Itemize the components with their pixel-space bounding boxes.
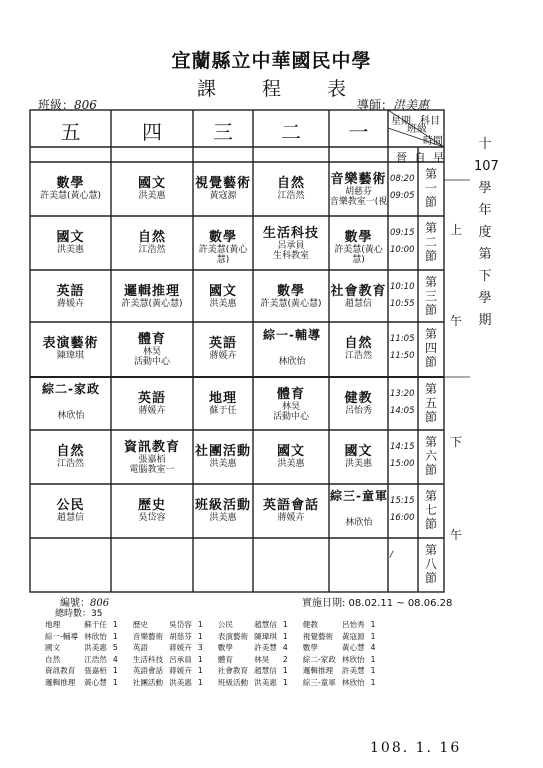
table-row [42, 677, 388, 689]
pm-marker-2: 午 [450, 528, 463, 542]
table-cell: 黃心慧 [84, 677, 107, 687]
table-cell: 陳瑋琪 [254, 631, 277, 641]
table-cell: 1 [112, 620, 118, 629]
lesson-teacher: 蔣媛卉 [209, 351, 237, 361]
table-cell: 數學 [302, 643, 318, 653]
table-cell: 4 [112, 654, 118, 664]
teacher-field [357, 96, 429, 113]
table-cell: 呂怡秀 [341, 620, 365, 629]
period-end: 14:05 [390, 406, 415, 416]
day-header-tue: 二 [281, 120, 301, 144]
table-cell: 健教 [302, 620, 318, 629]
lesson-subject: 公民 [56, 498, 85, 513]
table-cell: 江浩然 [84, 654, 107, 664]
lesson-cell [111, 226, 193, 255]
class-label: 班級： [38, 98, 75, 112]
period-start: 11:05 [390, 334, 415, 344]
lesson-cell [193, 387, 253, 416]
school-name: 宜蘭縣立中華國民中學 [171, 50, 372, 72]
table-cell: 林昊 [254, 654, 270, 664]
implementation-date: 實施日期: 08.02.11 ~ 08.06.28 [302, 598, 453, 609]
lesson-teacher: 蔣媛卉 [138, 406, 166, 416]
period-label: 第六節 [424, 435, 437, 477]
lesson-teacher: 趙慧信 [344, 299, 372, 309]
print-date: 108. 1. 16 [370, 740, 462, 756]
lesson-cell [329, 226, 388, 265]
period-end: 10:55 [390, 299, 415, 309]
table-cell: 吳岱容 [169, 620, 192, 629]
table-cell: 林欣怡 [341, 677, 365, 687]
day-header-mon: 一 [348, 120, 369, 144]
lesson-cell [329, 168, 388, 207]
lesson-teacher: 陳瑋琪 [56, 351, 84, 361]
lesson-teacher: 呂怡秀 [344, 406, 372, 416]
semester-label: 十 107 學 年 度 第 下 學 期 [474, 137, 499, 328]
lesson-subject: 邏輯推理 [123, 284, 180, 299]
block-fri-p5 [32, 380, 110, 421]
table-cell: 洪美惠 [84, 643, 107, 653]
period-end: 11:50 [390, 351, 415, 361]
lesson-cell [111, 328, 193, 367]
block-teacher: 林欣怡 [57, 411, 85, 421]
block-mon-p7 [330, 487, 388, 528]
lesson-teacher: 林昊 [142, 347, 161, 357]
lesson-subject: 健教 [344, 391, 373, 406]
period-start: 15:15 [390, 496, 415, 506]
lesson-cell [111, 280, 193, 309]
lesson-teacher: 蘇于任 [209, 406, 237, 416]
table-cell: 1 [197, 631, 203, 641]
table-cell: 公民 [217, 620, 233, 629]
lesson-teacher: 許美慧(黃心慧) [121, 299, 183, 309]
lesson-teacher: 張嘉栢 [138, 455, 166, 465]
table-cell: 黃寇源 [341, 631, 365, 641]
table-cell: 3 [197, 643, 203, 653]
table-cell: 1 [370, 620, 376, 629]
table-cell: 1 [112, 677, 118, 687]
table-cell: 社團活動 [132, 677, 164, 687]
lesson-subject: 英語 [56, 284, 85, 299]
table-cell: 視覺藝術 [302, 631, 334, 641]
table-cell: 英語會話 [132, 666, 164, 676]
lesson-teacher: 蔣媛卉 [56, 299, 84, 309]
period-time [390, 282, 416, 310]
table-cell: 林欣怡 [84, 631, 107, 641]
table-cell: 4 [282, 643, 288, 653]
lesson-cell [329, 387, 388, 416]
table-cell: 1 [112, 666, 118, 676]
table-cell: 蘇于任 [84, 620, 107, 629]
am-marker-2: 午 [450, 314, 463, 328]
lesson-subject: 國文 [344, 444, 373, 459]
table-cell: 張嘉栢 [84, 666, 107, 676]
lesson-teacher: 洪美惠 [209, 459, 237, 469]
period-start: 10:10 [390, 282, 415, 292]
corner-subject: 科目 [420, 116, 440, 127]
lesson-teacher: 江浩然 [344, 351, 372, 361]
table-cell: 國文 [45, 643, 61, 653]
lesson-subject: 數學 [208, 230, 237, 245]
corner-time: 時間 [423, 136, 443, 147]
table-cell: 趙慧信 [254, 666, 277, 676]
total-label: 總時數： [55, 609, 92, 619]
lesson-cell [30, 172, 111, 201]
lesson-subject: 生活科技 [262, 226, 319, 241]
lesson-subject: 班級活動 [194, 498, 251, 513]
lesson-room: 生科教室 [272, 251, 309, 261]
period-start: 08:20 [390, 174, 415, 184]
lesson-cell [253, 172, 329, 201]
table-cell: 蔣媛卉 [169, 643, 192, 653]
lesson-subject: 視覺藝術 [194, 176, 251, 191]
lesson-subject: 地理 [208, 391, 237, 406]
lesson-subject: 自然 [56, 444, 85, 459]
period-time [390, 442, 416, 470]
table-cell: 邏輯推理 [45, 677, 76, 687]
lesson-cell [30, 440, 111, 469]
period-start: 13:20 [390, 389, 415, 399]
table-cell: 呂承員 [169, 654, 192, 664]
period-start: 14:15 [390, 442, 415, 452]
lesson-subject: 自然 [276, 176, 305, 191]
table-cell: 5 [112, 643, 118, 653]
lesson-cell [30, 494, 111, 523]
table-cell: 生活科技 [132, 654, 164, 664]
period-time [390, 389, 416, 417]
lesson-teacher: 江浩然 [56, 459, 84, 469]
lesson-subject: 數學 [276, 284, 305, 299]
lesson-subject: 國文 [137, 176, 166, 191]
lesson-cell [329, 440, 388, 469]
lesson-teacher: 趙慧信 [56, 513, 84, 523]
lesson-teacher: 江浩然 [277, 191, 305, 201]
lesson-subject: 音樂藝術 [330, 172, 387, 187]
table-cell: 1 [370, 654, 376, 664]
lesson-teacher: 洪美惠 [138, 191, 166, 201]
table-cell: 1 [282, 666, 288, 676]
lesson-subject: 英語 [208, 336, 237, 351]
day-header-wed: 三 [213, 120, 233, 144]
table-cell: 1 [370, 677, 376, 687]
lesson-cell [193, 494, 253, 523]
table-cell: 1 [370, 631, 376, 641]
lesson-cell [253, 440, 329, 469]
table-cell: 1 [282, 631, 288, 641]
lesson-cell [193, 280, 253, 309]
table-cell: 1 [197, 677, 203, 687]
table-cell: 體育 [217, 654, 233, 664]
lesson-teacher: 江浩然 [138, 245, 166, 255]
block-title: 綜三-童軍 [330, 489, 388, 503]
table-row [42, 619, 388, 631]
lesson-subject: 體育 [276, 387, 305, 402]
page-title: 課 程 表 [196, 78, 367, 100]
lesson-subject: 體育 [137, 332, 166, 347]
lesson-subject: 資訊教育 [123, 440, 180, 455]
lesson-subject: 社團活動 [194, 444, 251, 459]
table-cell: 社會教育 [217, 666, 249, 676]
lesson-room: 音樂教室一(視 [329, 197, 388, 207]
morning-row-label: 晉 自 早 [396, 151, 446, 164]
table-cell: 英語 [132, 643, 148, 653]
period-end: 15:00 [390, 459, 415, 469]
table-cell: 蔣媛卉 [169, 666, 192, 676]
table-cell: 1 [197, 654, 203, 664]
lesson-subject: 表演藝術 [42, 336, 99, 351]
lesson-room: 電腦教室一 [129, 465, 175, 475]
lesson-subject: 國文 [276, 444, 305, 459]
am-marker-1: 上 [450, 223, 463, 237]
period-label: 第二節 [424, 221, 437, 263]
lesson-subject: 社會教育 [330, 284, 387, 299]
table-cell: 1 [112, 631, 118, 641]
table-cell: 綜三-童軍 [302, 677, 336, 687]
table-cell: 邏輯推理 [302, 666, 334, 676]
code-label: 編號： [60, 598, 90, 609]
period-label: 第一節 [424, 167, 437, 209]
lesson-teacher: 洪美惠 [344, 459, 372, 469]
pm-marker-1: 下 [450, 435, 463, 449]
table-cell: 自然 [45, 654, 61, 664]
table-cell: 胡慈芬 [169, 631, 192, 641]
lesson-teacher: 黃寇源 [209, 191, 237, 201]
period-end: 16:00 [390, 513, 415, 523]
code-value: 806 [90, 598, 110, 609]
teacher-label: 導師： [357, 98, 394, 112]
lesson-cell [30, 280, 111, 309]
lesson-subject: 自然 [344, 336, 373, 351]
block-tue-p4 [255, 326, 329, 367]
lesson-teacher: 林昊 [281, 402, 300, 412]
total-value: 35 [91, 609, 103, 619]
period-label: 第四節 [424, 327, 437, 369]
lesson-cell [111, 172, 193, 201]
lesson-teacher: 許美慧(黃心慧) [198, 245, 248, 265]
lesson-subject: 歷史 [137, 498, 166, 513]
lesson-cell [193, 332, 253, 361]
table-cell: 綜二-家政 [302, 654, 336, 664]
table-row [42, 631, 388, 643]
teacher-value: 洪美惠 [393, 98, 430, 112]
table-cell: 音樂藝術 [132, 631, 164, 641]
table-cell: 數學 [217, 643, 233, 653]
lesson-subject: 數學 [56, 176, 85, 191]
lesson-cell [193, 440, 253, 469]
day-header-fri: 五 [60, 120, 81, 144]
lesson-teacher: 許美慧(黃心慧) [334, 245, 383, 265]
lesson-room: 活動中心 [272, 412, 309, 422]
table-cell: 1 [282, 620, 288, 629]
table-row [42, 665, 388, 677]
table-cell: 1 [370, 666, 376, 676]
table-cell: 4 [370, 643, 376, 653]
lesson-cell [111, 387, 193, 416]
period-time [390, 228, 416, 256]
lesson-subject: 數學 [344, 230, 373, 245]
block-teacher: 林欣怡 [345, 518, 373, 528]
period-time [390, 334, 416, 362]
table-cell: 洪美惠 [169, 677, 192, 687]
table-cell: 林欣怡 [341, 654, 365, 664]
lesson-subject: 自然 [137, 230, 166, 245]
period-time [390, 496, 416, 524]
block-title: 綜二-家政 [42, 382, 100, 396]
table-cell: 地理 [45, 620, 61, 629]
class-value: 806 [74, 98, 97, 112]
table-cell: 黃心慧 [341, 643, 365, 653]
lesson-cell [193, 226, 253, 265]
total-hours [55, 606, 102, 619]
table-cell: 綜一-輔導 [45, 631, 79, 641]
lesson-subject: 國文 [56, 230, 85, 245]
corner-weekday: 星期 [391, 116, 411, 127]
table-cell: 歷史 [132, 620, 148, 629]
lesson-cell [193, 172, 253, 201]
lesson-teacher: 洪美惠 [56, 245, 84, 255]
period-end: 10:00 [390, 245, 415, 255]
lesson-cell [253, 222, 329, 261]
table-cell: 表演藝術 [217, 631, 249, 641]
lesson-cell [111, 436, 193, 475]
lesson-cell [30, 332, 111, 361]
lesson-teacher: 洪美惠 [277, 459, 305, 469]
block-title: 綜一-輔導 [263, 328, 321, 342]
lesson-cell [329, 332, 388, 361]
lesson-teacher: 吳岱容 [138, 513, 166, 523]
lesson-cell [253, 383, 329, 422]
table-cell: 洪美惠 [254, 677, 277, 687]
lesson-teacher: 許美慧(黃心慧) [260, 299, 322, 309]
table-cell: 許美慧 [254, 643, 277, 653]
lesson-teacher: 蔣媛卉 [277, 513, 305, 523]
lesson-teacher: 呂承員 [277, 241, 305, 251]
lesson-subject: 英語 [137, 391, 166, 406]
period-label: 第七節 [424, 489, 437, 531]
lesson-subject: 國文 [208, 284, 237, 299]
table-row [42, 642, 388, 654]
table-row [42, 654, 388, 666]
lesson-subject: 英語會話 [262, 498, 319, 513]
period-label: 第五節 [424, 382, 437, 424]
lesson-cell [253, 494, 329, 523]
lesson-teacher: 洪美惠 [209, 513, 237, 523]
table-cell: 許美慧 [341, 666, 365, 676]
table-cell: 資訊教育 [45, 666, 76, 676]
lesson-cell [111, 494, 193, 523]
lesson-teacher: 許美慧(黃心慧) [39, 191, 102, 201]
table-cell: 2 [282, 654, 288, 664]
period-label: 第三節 [424, 275, 437, 317]
lesson-room: 活動中心 [133, 357, 170, 367]
table-cell: 班級活動 [217, 677, 249, 687]
class-field [38, 96, 97, 113]
lesson-cell [329, 280, 388, 309]
table-cell: 1 [197, 666, 203, 676]
period-start: / [390, 550, 393, 560]
teacher-hours-table [42, 619, 388, 689]
lesson-teacher: 洪美惠 [209, 299, 237, 309]
table-cell: 趙慧信 [254, 620, 277, 629]
period-time [390, 174, 416, 202]
block-teacher: 林欣怡 [278, 357, 306, 367]
table-cell: 1 [282, 677, 288, 687]
period-end: 09:05 [390, 191, 415, 201]
period-label: 第八節 [424, 543, 437, 585]
lesson-cell [30, 226, 111, 255]
table-cell: 1 [197, 620, 203, 629]
day-header-thu: 四 [142, 120, 162, 144]
period-start: 09:15 [390, 228, 415, 238]
corner-class: 班級 [407, 124, 427, 135]
lesson-cell [253, 280, 329, 309]
period-time [390, 550, 416, 567]
lesson-teacher: 胡慈芬 [344, 187, 372, 197]
